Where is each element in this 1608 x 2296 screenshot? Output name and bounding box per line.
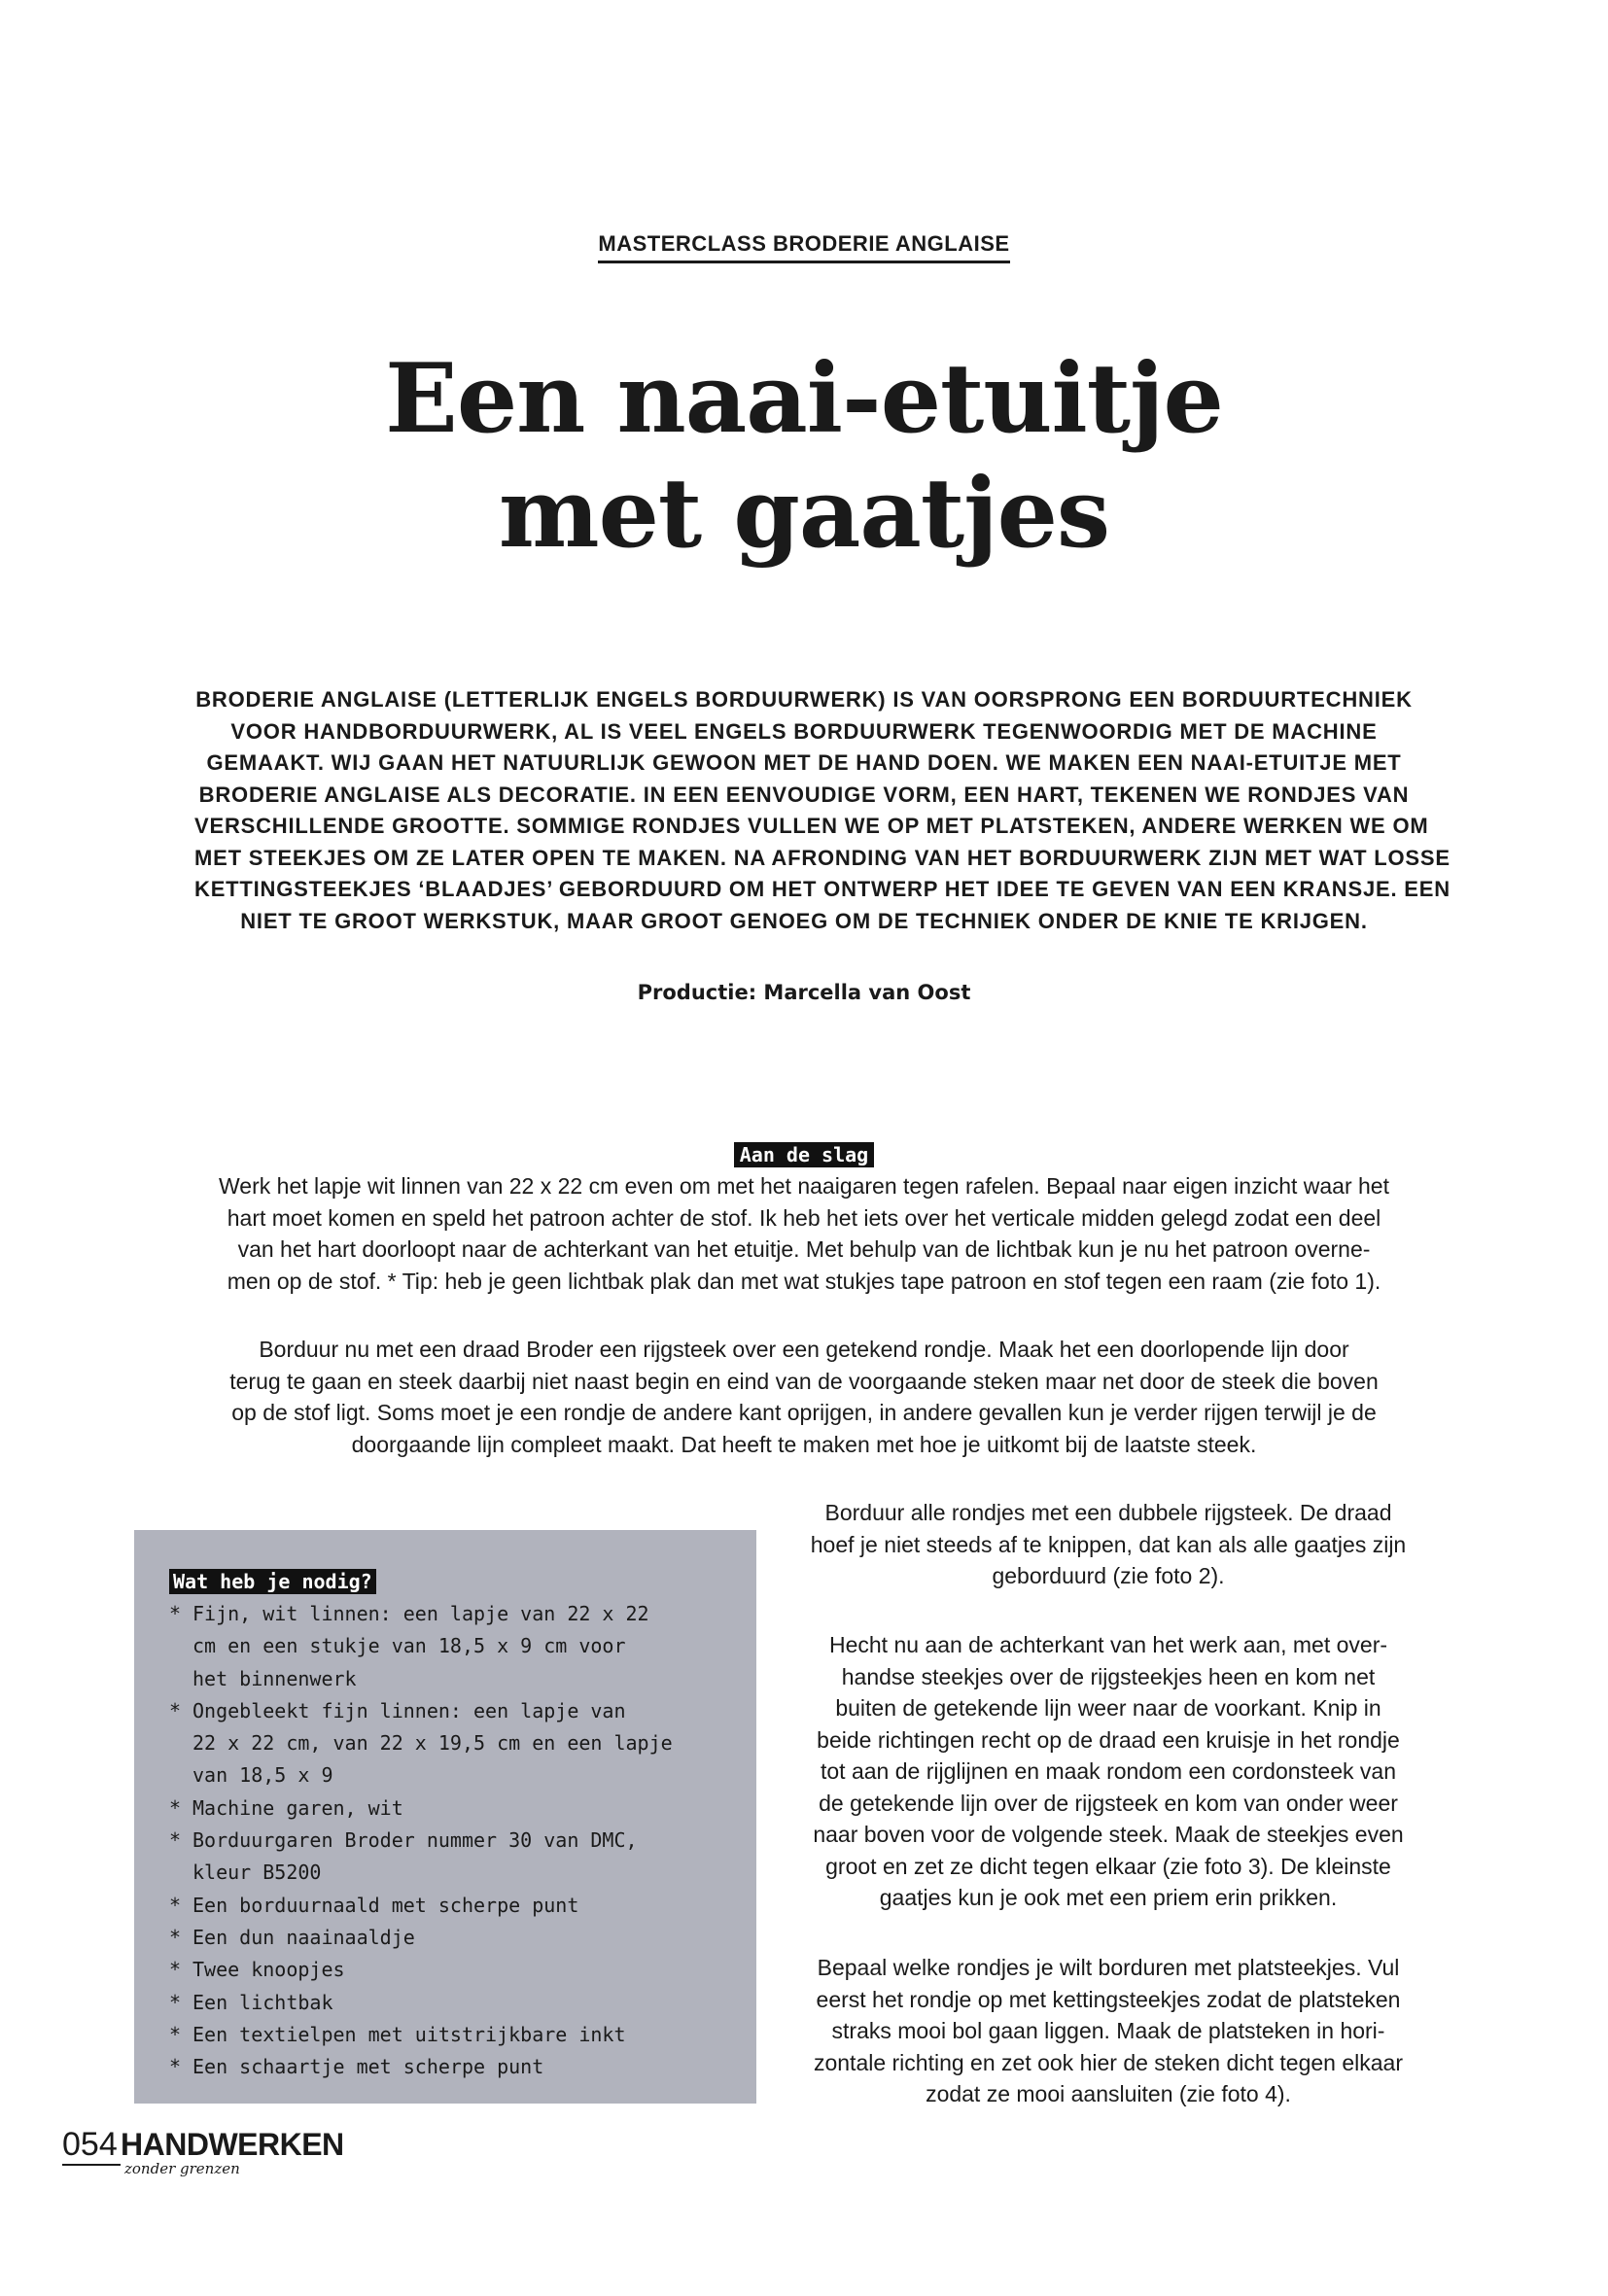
list-item-line: Een schaartje met scherpe punt (192, 2055, 544, 2079)
materials-box (134, 1530, 756, 2104)
page-number: 054 (62, 2126, 118, 2163)
body-line: hoef je niet steeds af te knippen, dat kan als alle gaatjes zijn (810, 1531, 1407, 1557)
list-item (169, 1598, 673, 1695)
list-item (169, 1792, 673, 1825)
bullet-marker: * (169, 1602, 182, 1625)
body-line: op de stof ligt. Soms moet je een rondje de andere kant oprijgen, in andere gevallen kun je verder rijgen terwijl je de (231, 1400, 1377, 1425)
intro-line: NIET TE GROOT WERKSTUK, MAAR GROOT GENOEG OM DE TECHNIEK ONDER DE KNIE TE KRIJGEN. (240, 908, 1368, 933)
page-footer (62, 2125, 344, 2183)
body-line: buiten de getekende lijn weer naar de voorkant. Knip in (835, 1695, 1381, 1721)
list-item-line: 22 x 22 cm, van 22 x 19,5 cm en een lapje (192, 1731, 673, 1756)
body-line: zontale richting en zet ook hier de steken dicht tegen elkaar (813, 2049, 1404, 2075)
body-line: gaatjes kun je ook met een priem erin prikken. (879, 1885, 1338, 1910)
materials-heading (169, 1569, 376, 1594)
intro-paragraph (194, 684, 1451, 937)
aan-de-slag-heading (0, 1142, 1608, 1167)
body-line: geborduurd (zie foto 2). (992, 1563, 1225, 1588)
list-item (169, 1922, 673, 1954)
body-line: de getekende lijn over de rijgsteek en kom van onder weer (819, 1790, 1398, 1816)
list-item (169, 1695, 673, 1792)
intro-line: BRODERIE ANGLAISE (LETTERLIJK ENGELS BORDUURWERK) IS VAN OORSPRONG EEN BORDUURTECHNIEK (195, 687, 1413, 712)
title-line: Een naai-etuitje (385, 343, 1223, 455)
bullet-marker: * (169, 1828, 182, 1853)
intro-line: VERSCHILLENDE GROOTTE. SOMMIGE RONDJES VULLEN WE OP MET PLATSTEKEN, ANDERE WERKEN WE OM (194, 814, 1429, 838)
list-item-line: Fijn, wit linnen: een lapje van 22 x 22 (192, 1602, 649, 1625)
body-line: straks mooi bol gaan liggen. Maak de platsteken in hori- (831, 2018, 1385, 2043)
body-line: naar boven voor de volgende steek. Maak de steekjes even (813, 1822, 1404, 1847)
intro-line: MET STEEKJES OM ZE LATER OPEN TE MAKEN. NA AFRONDING VAN HET BORDUURWERK ZIJN MET WAT LOSSE (194, 845, 1451, 870)
list-item-line: Twee knoopjes (192, 1958, 345, 1982)
intro-line: KETTINGSTEEKJES ‘BLAADJES’ GEBORDUURD OM HET ONTWERP HET IDEE TE GEVEN VAN EEN KRANSJE. EEN (194, 877, 1451, 901)
list-item (169, 1890, 673, 1922)
section-kicker (0, 231, 1608, 263)
magazine-tagline: zonder grenzen (124, 2160, 240, 2177)
body-line: Werk het lapje wit linnen van 22 x 22 cm even om met het naaigaren tegen rafelen. Bepaal naar eigen inzicht waar het (219, 1173, 1389, 1199)
aan-de-slag-paragraph-1 (146, 1170, 1462, 1297)
list-item-line: het binnenwerk (192, 1666, 357, 1690)
bullet-marker: * (169, 1958, 182, 1982)
body-line: Bepaal welke rondjes je wilt borduren met platsteekjes. Vul (817, 1955, 1400, 1980)
body-line: zodat ze mooi aansluiten (zie foto 4). (926, 2081, 1291, 2106)
body-line: tot aan de rijglijnen en maak rondom een cordonsteek van (821, 1758, 1396, 1784)
list-item (169, 2051, 673, 2083)
page-title (0, 342, 1608, 572)
list-item-line: kleur B5200 (192, 1861, 322, 1885)
list-item-line: van 18,5 x 9 (192, 1763, 333, 1788)
body-line: beide richtingen recht op de draad een kruisje in het rondje (817, 1726, 1400, 1753)
list-item (169, 1825, 673, 1890)
body-line: terug te gaan en steek daarbij niet naast begin en eind van de voorgaande steken maar net door de steek die boven (229, 1368, 1379, 1394)
body-line: men op de stof. * Tip: heb je geen lichtbak plak dan met wat stukjes tape patroon en stof tegen een raam (zie foto 1). (227, 1268, 1381, 1294)
bullet-marker: * (169, 2055, 182, 2079)
bullet-marker: * (169, 2022, 182, 2046)
body-line: Borduur nu met een draad Broder een rijgsteek over een getekend rondje. Maak het een doorlopende lijn door (259, 1337, 1349, 1362)
body-line: hart moet komen en speld het patroon achter de stof. Ik heb het iets over het verticale midden gelegd zodat een deel (227, 1204, 1381, 1231)
intro-line: BRODERIE ANGLAISE ALS DECORATIE. IN EEN EENVOUDIGE VORM, EEN HART, TEKENEN WE RONDJES VAN (198, 782, 1410, 807)
footer-rule (62, 2164, 121, 2166)
materials-heading-label: Wat heb je nodig? (169, 1569, 376, 1594)
bullet-marker: * (169, 1990, 182, 2014)
materials-list (169, 1598, 673, 2083)
list-item-line: Een dun naainaaldje (192, 1925, 415, 1949)
list-item (169, 1954, 673, 1986)
aan-de-slag-paragraph-2 (146, 1334, 1462, 1460)
right-column-paragraph-2 (768, 1629, 1449, 1914)
body-line: doorgaande lijn compleet maakt. Dat heeft te maken met hoe je uitkomt bij de laatste steek. (351, 1431, 1257, 1457)
body-line: groot en zet ze dicht tegen elkaar (zie foto 3). De kleinste (825, 1853, 1391, 1879)
kicker-label: MASTERCLASS BRODERIE ANGLAISE (598, 231, 1009, 263)
intro-line: GEMAAKT. WIJ GAAN HET NATUURLIJK GEWOON MET DE HAND DOEN. WE MAKEN EEN NAAI-ETUITJE MET (206, 750, 1402, 775)
bullet-marker: * (169, 1893, 182, 1917)
right-column-paragraph-1 (768, 1497, 1449, 1592)
body-line: van het hart doorloopt naar de achterkant van het etuitje. Met behulp van de lichtbak kun je nu het patroon overne- (237, 1236, 1371, 1262)
list-item (169, 2019, 673, 2051)
title-line: met gaatjes (498, 458, 1110, 570)
list-item-line: cm en een stukje van 18,5 x 9 cm voor (192, 1634, 626, 1658)
body-line: Borduur alle rondjes met een dubbele rijgsteek. De draad (824, 1500, 1392, 1525)
body-line: handse steekjes over de rijgsteekjes heen en kom net (841, 1663, 1376, 1689)
list-item-line: Een lichtbak (192, 1990, 333, 2014)
bullet-marker: * (169, 1698, 182, 1722)
list-item-line: Een textielpen met uitstrijkbare inkt (192, 2022, 626, 2046)
production-credit: Productie: Marcella van Oost (637, 981, 971, 1004)
body-line: eerst het rondje op met kettingsteekjes zodat de platsteken (816, 1986, 1401, 2012)
aan-de-slag-label: Aan de slag (734, 1142, 874, 1167)
list-item-line: Ongebleekt fijn linnen: een lapje van (192, 1698, 626, 1722)
bullet-marker: * (169, 1925, 182, 1949)
list-item-line: Machine garen, wit (192, 1795, 403, 1820)
bullet-marker: * (169, 1795, 182, 1820)
magazine-name: HANDWERKEN (121, 2127, 344, 2162)
intro-line: VOOR HANDBORDUURWERK, AL IS VEEL ENGELS BORDUURWERK TEGENWOORDIG MET DE MACHINE (230, 718, 1378, 744)
right-column-paragraph-3 (768, 1952, 1449, 2110)
list-item (169, 1987, 673, 2019)
body-line: Hecht nu aan de achterkant van het werk aan, met over- (828, 1632, 1388, 1657)
list-item-line: Borduurgaren Broder nummer 30 van DMC, (192, 1828, 638, 1853)
list-item-line: Een borduurnaald met scherpe punt (192, 1893, 579, 1917)
